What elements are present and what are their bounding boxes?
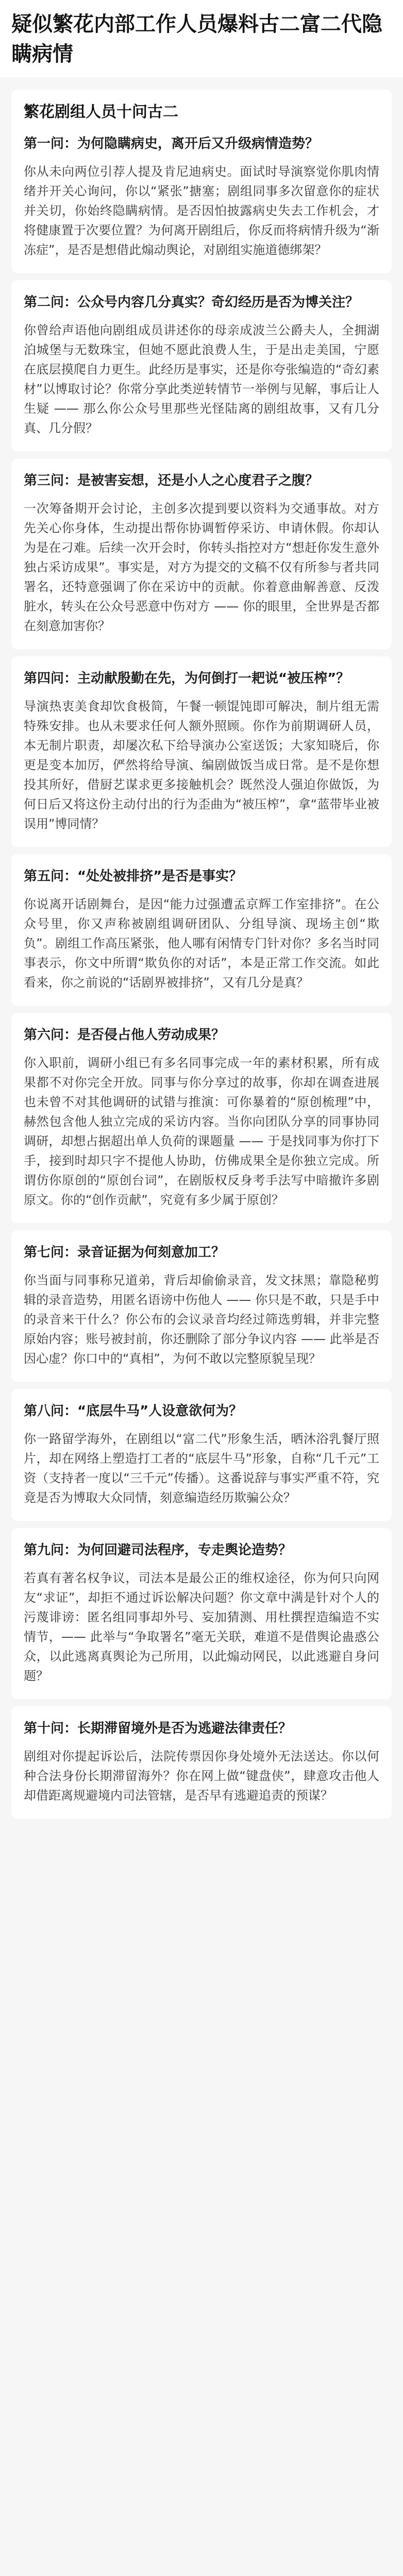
article-content [0,77,403,2576]
question-title: 第三问：是被害妄想，还是小人之心度君子之腹？ [24,473,319,488]
question-title: 第一问：为何隐瞒病史，离开后又升级病情造势？ [24,136,319,151]
question-card [11,1528,392,1699]
question-body: 你曾给声语他向剧组成员讲述你的母亲成波兰公爵夫人，全拥湖泊城堡与无数珠宝，但她不愿此浪费人生，于是出走美国，宁愿在底层摸爬自力更生。此经历是事实，还是你夸张编造的“奇幻素材”以博取讨论？你常分享此类逆转情节一举例与见解，事后让人生疑 —— 那么你公众号里那些光怪陆离的剧组故事，又有几分真、几分假？ [24,323,379,435]
question-body: 一次筹备期开会讨论，主创多次提到要以资料为交通事故。对方先关心你身体，生动提出帮你协调暂停采访、申请休假。你却认为是在刁难。后续一次开会时，你转头指控对方“想赶你发生意外独占采访成果”。事实是，对方为提交的文稿不仅有所参与者共同署名，还特意强调了你在采访中的贡献。你着意曲解善意、反泼脏水，转头在公众号恶意中伤对方 —— 你的眼里，全世界是否都在刻意加害你？ [24,501,379,633]
page-title: 疑似繁花内部工作人员爆料古二富二代隐瞒病情 [0,0,403,77]
question-card [11,459,392,649]
question-card [11,854,392,1006]
question-card [11,1706,392,1819]
question-title: 第十问：长期滞留境外是否为逃避法律责任？ [24,1721,292,1736]
question-card [11,656,392,847]
question-body: 若真有著名权争议，司法本是最公正的维权途径，你为何只向网友“求证”，却拒不通过诉讼解决问题？你文章中满是针对个人的污蔑诽谤：匿名组同事却外号、妄加猜测、用杜撰捏造编造不实情节，—— 此举与“争取署名”毫无关联，难道不是借舆论蛊惑公众，以此逃离真舆论为己所用，以此煽动网民，以此逃避自身问题？ [24,1571,379,1683]
question-body: 你说离开话剧舞台，是因“能力过强遭孟京辉工作室排挤”。在公众号里，你又声称被剧组调研团队、分组导演、现场主创“欺负”。剧组工作高压紧张，他人哪有闲情专门针对你？多名当时同事表示，你文中所谓“欺负你的对话”，本是正常工作交流。如此看来，你之前说的“话剧界被排挤”，又有几分是真？ [24,897,379,990]
question-title: 第八问：“底层牛马”人设意欲何为？ [24,1403,243,1419]
questions-card [11,90,392,273]
question-card [11,1230,392,1382]
question-card [11,1389,392,1521]
section-title: 繁花剧组人员十问古二 [24,103,178,121]
question-body: 导演热衷美食却饮食极简，午餐一顿馄饨即可解决，制片组无需特殊安排。也从未要求任何人额外照顾。你作为前期调研人员，本无制片职责，却屡次私下给导演办公室送饭；大家知晓后，你更是变本加厉，俨然将给导演、编剧做饭当成日常。是不是你想投其所好，借厨艺谋求更多接触机会？既然没人强迫你做饭，为何日后又将这份主动付出的行为歪曲为“被压榨”，拿“蓝带毕业被误用”博同情？ [24,699,379,831]
question-body: 剧组对你提起诉讼后，法院传票因你身处境外无法送达。你以何种合法身份长期滞留海外？你在网上做“键盘侠”，肆意攻击他人却借距离规避境内司法管辖，是否早有逃避追责的预谋？ [24,1749,379,1803]
question-body: 你当面与同事称兄道弟，背后却偷偷录音，发文抹黑；靠隐秘剪辑的录音造势，用匿名语谤中伤他人 —— 你只是不敢，只是手中的录音来干什么？你公布的会议录音均经过筛选剪辑，并非完整原始内容；账号被封前，你还删除了部分争议内容 —— 此举是否因心虚？你口中的“真相”，为何不敢以完整原貌呈现？ [24,1273,379,1366]
question-body: 你从未向两位引荐人提及肯尼迪病史。面试时导演察觉你肌肉情绪并开关心询问，你以“紧张”搪塞；剧组同事多次留意你的症状并关切，你始终隐瞒病情。是否因怕披露病史失去工作机会，才将健康置于次要位置？为何离开剧组后，你反而将病情升级为“渐冻症”，是否是想借此煽动舆论，对剧组实施道德绑架？ [24,164,379,257]
question-item [24,133,379,260]
question-title: 第六问：是否侵占他人劳动成果？ [24,1027,225,1043]
question-body: 你一路留学海外，在剧组以“富二代”形象生活，晒沐浴乳餐厅照片，却在网络上塑造打工者的“底层牛马”形象，自称“几千元”工资（支持者一度以“三千元”传播）。这番说辞与事实严重不符，究竟是否为博取大众同情，刻意编造经历欺骗公众？ [24,1432,379,1505]
question-card [11,1013,392,1223]
question-title: 第二问：公众号内容几分真实？奇幻经历是否为博关注？ [24,295,359,310]
question-title: 第九问：为何回避司法程序，专走舆论造势？ [24,1543,292,1558]
question-card [11,280,392,451]
question-body: 你入职前，调研小组已有多名同事完成一年的素材积累，所有成果都不对你完全开放。同事与你分享过的故事，你却在调查进展也未曾不对其他调研的试错与推演：可你暴着的“原创梳理”中，赫然包含他人独立完成的采访内容。当你向团队分享的同事协同调研，却想占据超出单人负荷的课题量 —— 于是找同事为你打下手，接到时却只字不提他人协助，仿佛成果全是你独立完成。所谓仿你原创的“原创台词”，在剧版权反身考手法写中暗撤许多剧原文。你的“创作贡献”，究竟有多少属于原创？ [24,1056,379,1207]
question-title: 第四问：主动献殷勤在先，为何倒打一耙说“被压榨”？ [24,671,350,686]
question-title: 第七问：录音证据为何刻意加工？ [24,1245,225,1260]
question-title: 第五问：“处处被排挤”是否是事实？ [24,869,243,884]
